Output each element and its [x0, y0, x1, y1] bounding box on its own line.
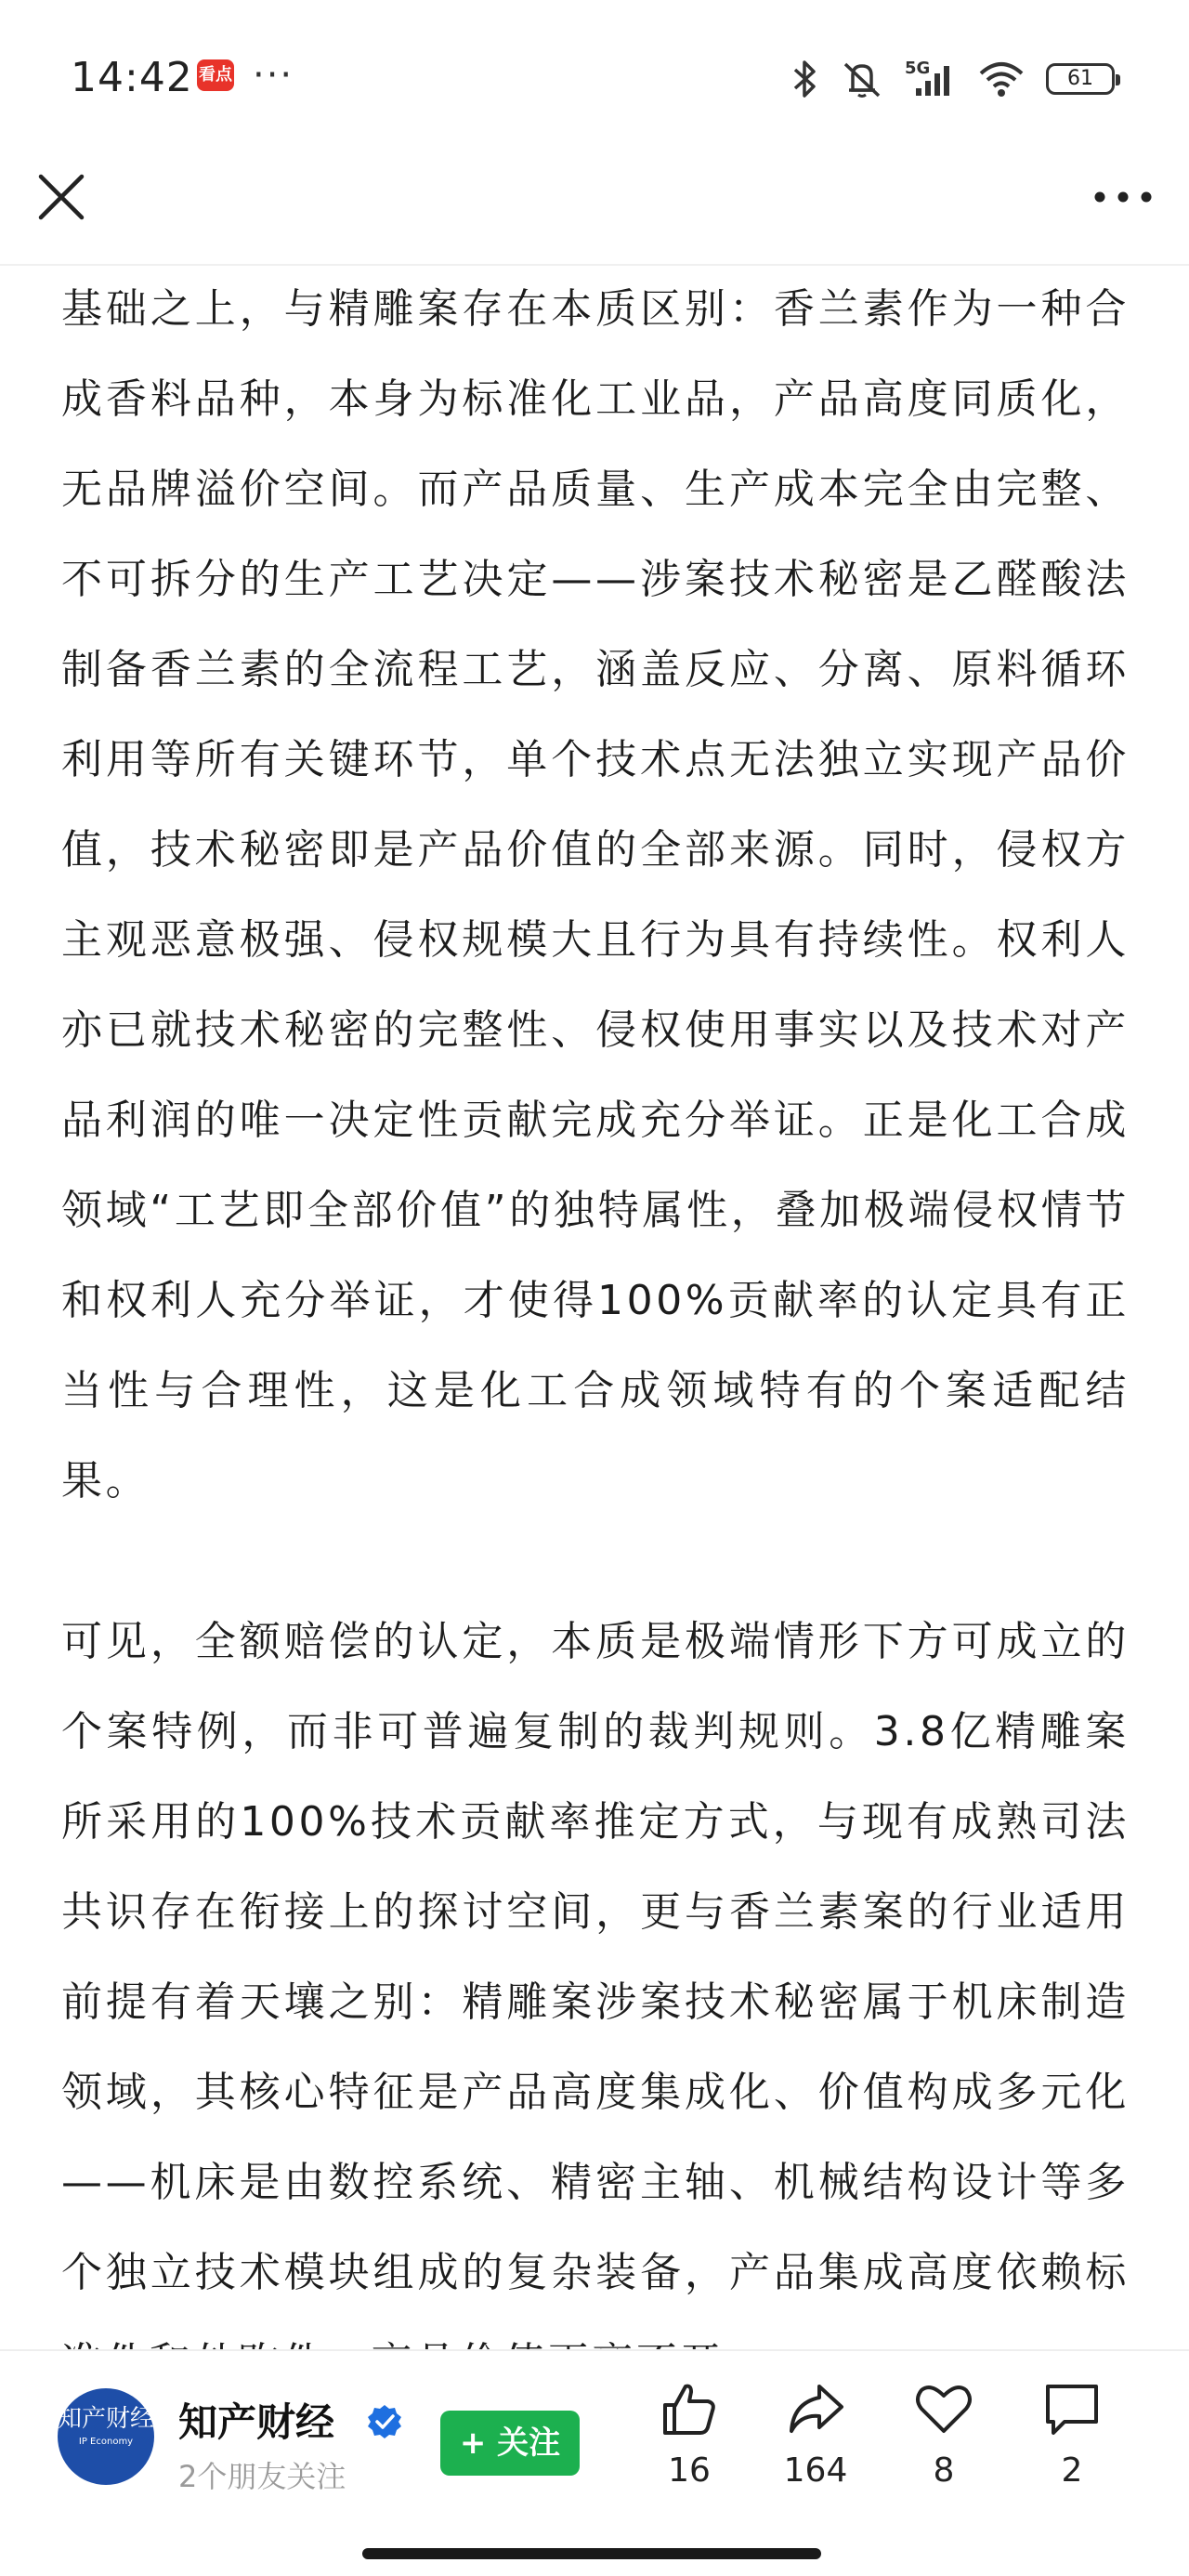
- like-count: 16: [668, 2451, 711, 2490]
- app-notification-icon: 看点: [197, 59, 234, 91]
- comment-icon: [1042, 2379, 1102, 2438]
- status-time: 14:42: [71, 54, 193, 101]
- more-options-button[interactable]: [1091, 169, 1156, 225]
- share-count: 164: [783, 2451, 848, 2490]
- avatar-text: 知产财经: [58, 2405, 155, 2433]
- author-name[interactable]: 知产财经: [178, 2399, 335, 2445]
- like-button[interactable]: [634, 2379, 745, 2490]
- battery-icon: [1046, 63, 1115, 95]
- more-notifications-icon: ···: [253, 54, 294, 97]
- article-body: [61, 264, 1130, 2346]
- top-navigation: [0, 149, 1189, 266]
- network-type: 5G: [905, 59, 931, 78]
- avatar-subtext: IP Economy: [78, 2437, 134, 2447]
- article-paragraph: 基础之上，与精雕案存在本质区别：香兰素作为一种合成香料品种，本身为标准化工业品，产品高度同质化，无品牌溢价空间。而产品质量、生产成本完全由完整、不可拆分的生产工艺决定——涉案技术秘密是乙醛酸法制备香兰素的全流程工艺，涵盖反应、分离、原料循环利用等所有关键环节，单个技术点无法独立实现产品价值，技术秘密即是产品价值的全部来源。同时，侵权方主观恶意极强、侵权规模大且行为具有持续性。权利人亦已就技术秘密的完整性、侵权使用事实以及技术对产品利润的唯一决定性贡献完成充分举证。正是化工合成领域“工艺即全部价值”的独特属性，叠加极端侵权情节和权利人充分举证，才使得100%贡献率的认定具有正当性与合理性，这是化工合成领域特有的个案适配结果。: [61, 285, 1130, 1505]
- status-bar: [0, 0, 1189, 149]
- bluetooth-icon: [791, 59, 819, 99]
- share-button[interactable]: [760, 2379, 871, 2490]
- more-icon: [1091, 169, 1156, 225]
- author-avatar[interactable]: [58, 2388, 154, 2485]
- verified-icon: [366, 2403, 403, 2440]
- follow-button[interactable]: + 关注: [440, 2411, 580, 2476]
- favorite-count: 8: [933, 2451, 955, 2490]
- friends-following: 2个朋友关注: [178, 2459, 346, 2494]
- heart-icon: [914, 2379, 973, 2438]
- bottom-action-bar: [0, 2349, 1189, 2528]
- share-icon: [786, 2379, 845, 2438]
- status-icons: [791, 56, 1115, 102]
- home-indicator[interactable]: [362, 2548, 821, 2559]
- signal-indicator: [905, 59, 957, 99]
- battery-level: 61: [1067, 67, 1093, 90]
- wifi-icon: [977, 59, 1026, 99]
- comment-button[interactable]: [1016, 2379, 1128, 2490]
- thumbs-up-icon: [660, 2379, 719, 2438]
- article-paragraph: 可见，全额赔偿的认定，本质是极端情形下方可成立的个案特例，而非可普遍复制的裁判规则。3.8亿精雕案所采用的100%技术贡献率推定方式，与现有成熟司法共识存在衔接上的探讨空间，更与香兰素案的行业适用前提有着天壤之别：精雕案涉案技术秘密属于机床制造领域，其核心特征是产品高度集成化、价值构成多元化——机床是由数控系统、精密主轴、机械结构设计等多个独立技术模块组成的复杂装备，产品集成高度依赖标: [61, 1618, 1130, 2296]
- mute-icon: [840, 59, 884, 99]
- comment-count: 2: [1061, 2451, 1083, 2490]
- signal-icon: [905, 59, 957, 99]
- close-icon: [32, 167, 91, 227]
- favorite-button[interactable]: [888, 2379, 1000, 2490]
- close-button[interactable]: [32, 167, 91, 227]
